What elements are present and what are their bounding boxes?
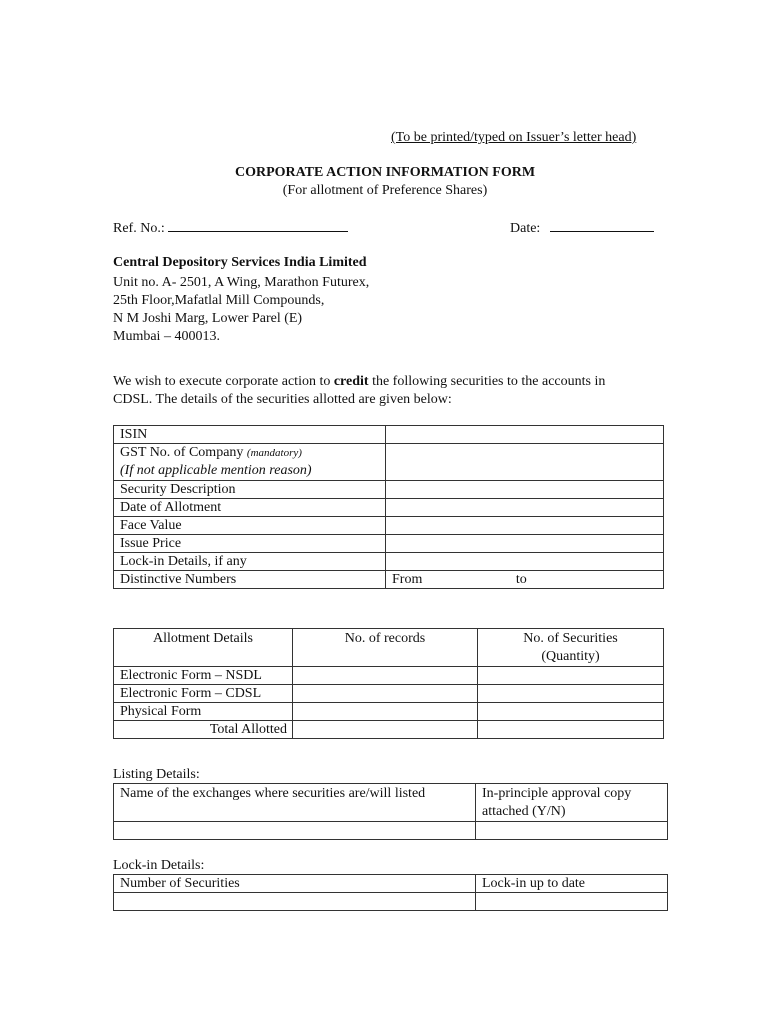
intro-line-2: CDSL. The details of the securities allotted are given below: [113,392,452,407]
gst-value[interactable] [386,444,664,481]
cdsl-securities[interactable] [478,685,664,703]
address-line: Unit no. A- 2501, A Wing, Marathon Futurex, [113,275,370,290]
table-row [114,721,664,739]
gst-reason-note: (If not applicable mention reason) [120,463,312,478]
isin-value[interactable] [386,426,664,444]
exchanges-value[interactable] [114,822,476,840]
physical-records[interactable] [293,703,478,721]
approval-copy-header [476,784,668,822]
table-row [114,667,664,685]
date-label: Date: [510,221,541,236]
table-row [114,553,664,571]
nsdl-records[interactable] [293,667,478,685]
approval-line-1: In-principle approval copy [482,786,632,801]
no-of-securities-header [478,629,664,667]
address-line: N M Joshi Marg, Lower Parel (E) [113,311,303,326]
face-value-label: Face Value [114,517,386,535]
intro-text-b: the following securities to the accounts in [368,374,606,389]
ref-no-blank[interactable] [168,218,348,232]
distinctive-numbers-value[interactable] [386,571,664,589]
nsdl-securities[interactable] [478,667,664,685]
ref-no-label: Ref. No.: [113,221,165,236]
form-subtitle: (For allotment of Preference Shares) [282,183,488,198]
cdsl-records[interactable] [293,685,478,703]
intro-line-1 [113,373,605,391]
issue-price-value[interactable] [386,535,664,553]
from-label: From [392,572,423,587]
table-row [114,426,664,444]
lockin-date-header: Lock-in up to date [476,875,668,893]
security-details-table [113,425,664,589]
lockin-value[interactable] [386,553,664,571]
table-row [114,517,664,535]
form-title: CORPORATE ACTION INFORMATION FORM [234,165,536,180]
date-of-allotment-label: Date of Allotment [114,499,386,517]
intro-text-a: We wish to execute corporate action to [113,374,334,389]
distinctive-numbers-label: Distinctive Numbers [114,571,386,589]
date-blank[interactable] [550,218,654,232]
physical-securities[interactable] [478,703,664,721]
table-row [114,703,664,721]
table-row [114,571,664,589]
quantity-text: (Quantity) [541,649,600,664]
lockin-date-value[interactable] [476,893,668,911]
ref-no-field[interactable] [113,218,348,238]
gst-label [114,444,386,481]
listing-details-label: Listing Details: [113,767,200,782]
no-of-records-header: No. of records [293,629,478,667]
gst-mandatory-note: (mandatory) [246,447,302,459]
total-securities[interactable] [478,721,664,739]
approval-value[interactable] [476,822,668,840]
face-value-value[interactable] [386,517,664,535]
security-description-label: Security Description [114,481,386,499]
table-row [114,535,664,553]
table-header-row [114,784,668,822]
letterhead-note: (To be printed/typed on Issuer’s letter head) [391,130,637,145]
issue-price-label: Issue Price [114,535,386,553]
lockin-label: Lock-in Details, if any [114,553,386,571]
to-label: to [515,572,527,587]
table-row [114,499,664,517]
isin-label: ISIN [114,426,386,444]
lockin-details-table [113,874,668,911]
approval-line-2: attached (Y/N) [482,804,566,819]
lockin-details-label: Lock-in Details: [113,858,205,873]
table-header-row [114,875,668,893]
allotment-details-header: Allotment Details [114,629,293,667]
exchanges-header: Name of the exchanges where securities are/will listed [114,784,476,822]
listing-details-table [113,783,668,840]
table-row [114,685,664,703]
intro-credit: credit [333,374,369,389]
date-field[interactable] [510,218,654,238]
nsdl-row-label: Electronic Form – NSDL [114,667,293,685]
table-header-row [114,629,664,667]
table-row [114,444,664,481]
date-of-allotment-value[interactable] [386,499,664,517]
total-allotted-label: Total Allotted [114,721,293,739]
gst-label-text: GST No. of Company [120,445,247,460]
table-row [114,822,668,840]
address-line: Mumbai – 400013. [113,329,220,344]
security-description-value[interactable] [386,481,664,499]
physical-row-label: Physical Form [114,703,293,721]
no-of-securities-text: No. of Securities [523,631,618,646]
number-of-securities-header: Number of Securities [114,875,476,893]
table-row [114,893,668,911]
addressee-name: Central Depository Services India Limited [113,255,367,270]
address-line: 25th Floor,Mafatlal Mill Compounds, [113,293,325,308]
allotment-details-table [113,628,664,739]
cdsl-row-label: Electronic Form – CDSL [114,685,293,703]
total-records[interactable] [293,721,478,739]
number-of-securities-value[interactable] [114,893,476,911]
table-row [114,481,664,499]
